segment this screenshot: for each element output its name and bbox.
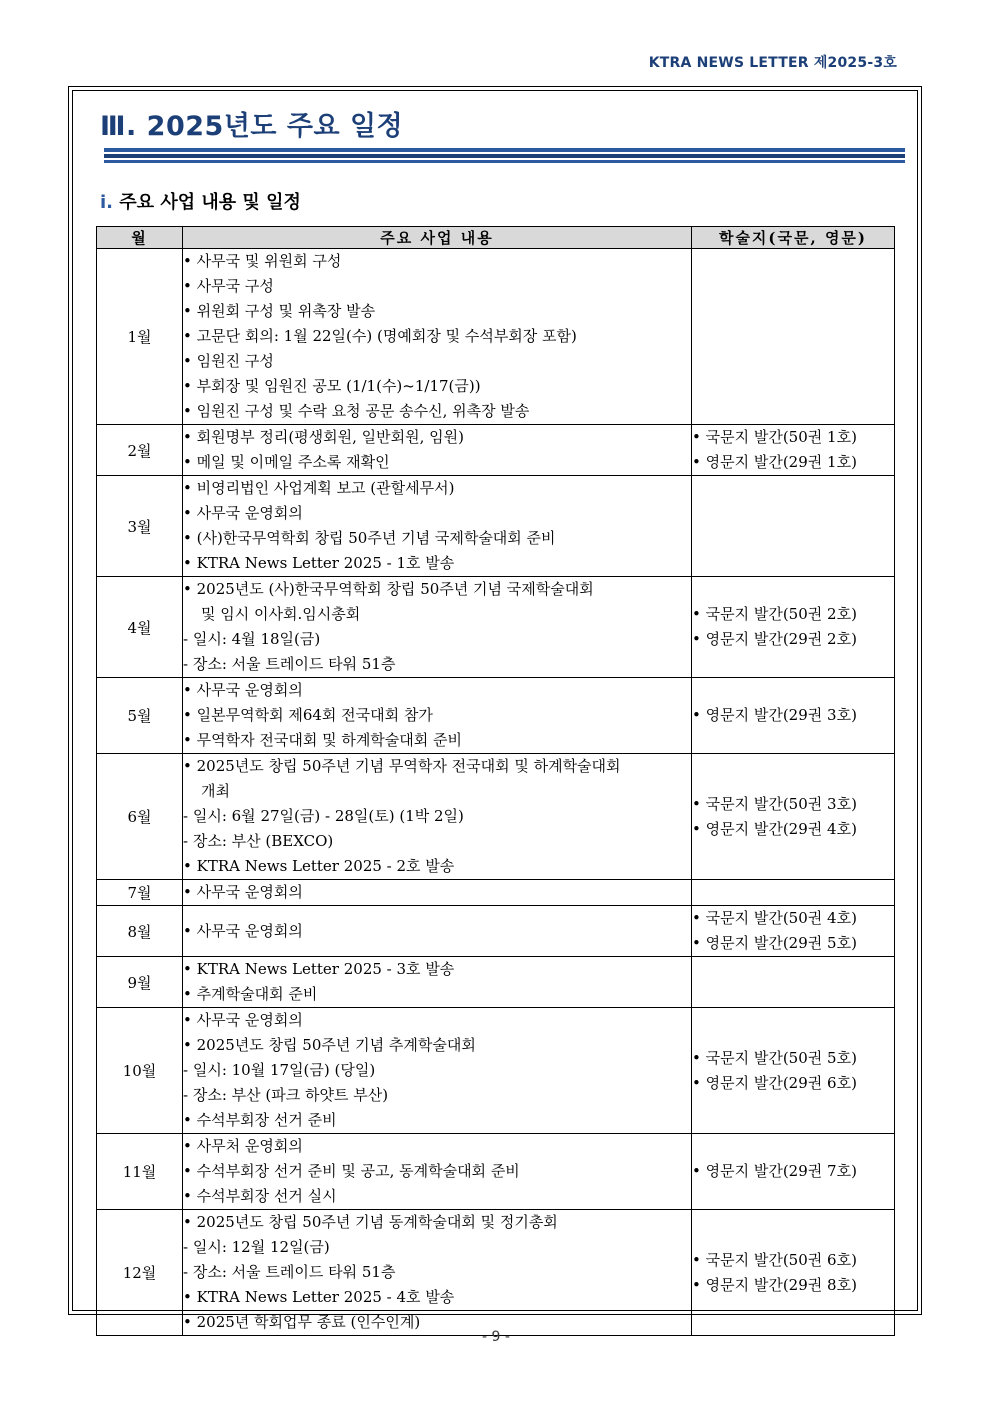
- journal-cell: [692, 754, 895, 880]
- journal-item: • 국문지 발간(50권 5호): [692, 1048, 857, 1067]
- month-cell: 7월: [97, 880, 183, 906]
- schedule-item: • 수석부회장 선거 준비 및 공고, 동계학술대회 준비: [183, 1162, 520, 1180]
- schedule-item: - 장소: 부산 (BEXCO): [183, 832, 334, 850]
- title-rule: [104, 148, 905, 152]
- schedule-item: • 2025년 학회업무 종료 (인수인계): [183, 1313, 421, 1331]
- journal-item: • 국문지 발간(50권 2호): [692, 605, 857, 623]
- table-row: [97, 249, 895, 425]
- title-rule: [104, 154, 905, 158]
- journal-cell: [692, 1008, 895, 1134]
- table-row: [97, 906, 895, 957]
- schedule-item: 및 임시 이사회.임시총회: [201, 605, 361, 623]
- schedule-item: - 장소: 서울 트레이드 타워 51층: [183, 655, 396, 673]
- schedule-item: • 일본무역학회 제64회 전국대회 참가: [183, 706, 433, 724]
- schedule-item: - 일시: 4월 18일(금): [183, 630, 321, 648]
- journal-cell: [692, 249, 895, 425]
- schedule-item: • (사)한국무역학회 창립 50주년 기념 국제학술대회 준비: [183, 529, 556, 547]
- content-cell: [183, 425, 692, 476]
- schedule-item: - 일시: 10월 17일(금) (당일): [183, 1061, 376, 1079]
- schedule-item: • 부회장 및 임원진 공모 (1/1(수)~1/17(금)): [183, 377, 481, 395]
- header-journal: 학술지(국문, 영문): [692, 227, 895, 249]
- journal-item: • 영문지 발간(29권 1호): [692, 453, 857, 471]
- journal-cell: [692, 577, 895, 678]
- schedule-item: • 임원진 구성 및 수락 요청 공문 송수신, 위촉장 발송: [183, 402, 530, 420]
- month-cell: 1월: [97, 249, 183, 425]
- journal-item: • 영문지 발간(29권 6호): [692, 1073, 857, 1092]
- journal-cell: [692, 880, 895, 906]
- header-month: 월: [97, 227, 183, 249]
- month-cell: 11월: [97, 1134, 183, 1210]
- schedule-item: 개최: [201, 782, 230, 800]
- schedule-item: • 사무국 운영회의: [183, 681, 303, 699]
- subsection-text: 주요 사업 내용 및 일정: [119, 192, 301, 213]
- schedule-item: - 일시: 12월 12일(금): [183, 1238, 330, 1256]
- schedule-item: • 사무국 운영회의: [183, 504, 303, 522]
- header-content: 주요 사업 내용: [183, 227, 692, 249]
- content-cell: [183, 906, 692, 957]
- schedule-item: • 사무국 운영회의: [183, 1011, 303, 1029]
- journal-cell: [692, 1210, 895, 1336]
- content-cell: [183, 249, 692, 425]
- newsletter-header: KTRA NEWS LETTER 제2025-3호: [648, 55, 897, 71]
- journal-item: • 영문지 발간(29권 5호): [692, 934, 857, 952]
- schedule-item: - 일시: 6월 27일(금) - 28일(토) (1박 2일): [183, 807, 464, 825]
- schedule-item: • 사무국 및 위원회 구성: [183, 252, 342, 270]
- schedule-item: • 위원회 구성 및 위촉장 발송: [183, 302, 376, 320]
- content-cell: [183, 577, 692, 678]
- table-row: [97, 880, 895, 906]
- month-cell: 8월: [97, 906, 183, 957]
- journal-item: • 영문지 발간(29권 4호): [692, 819, 857, 838]
- content-cell: [183, 1210, 692, 1336]
- schedule-item: - 장소: 부산 (파크 하얏트 부산): [183, 1086, 389, 1104]
- table-row: [97, 678, 895, 754]
- journal-item: • 영문지 발간(29권 3호): [692, 706, 857, 724]
- table-row: [97, 577, 895, 678]
- month-cell: 9월: [97, 957, 183, 1008]
- schedule-item: • 2025년도 창립 50주년 기념 추계학술대회: [183, 1036, 476, 1054]
- month-cell: 3월: [97, 476, 183, 577]
- journal-item: • 영문지 발간(29권 2호): [692, 630, 857, 648]
- schedule-item: • KTRA News Letter 2025 - 3호 발송: [183, 960, 455, 978]
- schedule-item: • 사무국 구성: [183, 277, 274, 295]
- schedule-item: • 무역학자 전국대회 및 하계학술대회 준비: [183, 731, 463, 749]
- content-cell: [183, 754, 692, 880]
- content-cell: [183, 1134, 692, 1210]
- schedule-item: • KTRA News Letter 2025 - 1호 발송: [183, 554, 455, 572]
- schedule-item: • 수석부회장 선거 준비: [183, 1111, 337, 1129]
- table-row: [97, 754, 895, 880]
- journal-item: • 국문지 발간(50권 3호): [692, 794, 857, 813]
- table-row: [97, 1008, 895, 1134]
- table-row: [97, 1134, 895, 1210]
- journal-cell: [692, 906, 895, 957]
- journal-item: • 영문지 발간(29권 7호): [692, 1162, 857, 1180]
- section-title: Ⅲ. 2025년도 주요 일정: [100, 111, 404, 142]
- content-cell: [183, 476, 692, 577]
- schedule-item: • 사무처 운영회의: [183, 1137, 303, 1155]
- month-cell: 5월: [97, 678, 183, 754]
- journal-cell: [692, 476, 895, 577]
- title-rule: [104, 160, 905, 163]
- schedule-item: • 메일 및 이메일 주소록 재확인: [183, 453, 390, 471]
- content-cell: [183, 880, 692, 906]
- schedule-item: • 임원진 구성: [183, 352, 274, 370]
- schedule-item: • KTRA News Letter 2025 - 2호 발송: [183, 857, 455, 875]
- schedule-item: - 장소: 서울 트레이드 타워 51층: [183, 1263, 396, 1281]
- table-row: [97, 476, 895, 577]
- content-cell: [183, 957, 692, 1008]
- schedule-item: • 사무국 운영회의: [183, 921, 303, 940]
- schedule-item: • 회원명부 정리(평생회원, 일반회원, 임원): [183, 428, 465, 446]
- schedule-item: • 비영리법인 사업계획 보고 (관할세무서): [183, 479, 455, 497]
- subsection-number: ⅰ.: [100, 192, 114, 213]
- schedule-item: • 추계학술대회 준비: [183, 985, 318, 1003]
- table-row: [97, 957, 895, 1008]
- journal-item: • 국문지 발간(50권 1호): [692, 428, 857, 446]
- content-cell: [183, 678, 692, 754]
- content-cell: [183, 1008, 692, 1134]
- month-cell: 4월: [97, 577, 183, 678]
- journal-cell: [692, 678, 895, 754]
- month-cell: 6월: [97, 754, 183, 880]
- month-cell: 10월: [97, 1008, 183, 1134]
- schedule-item: • 사무국 운영회의: [183, 883, 303, 901]
- journal-item: • 국문지 발간(50권 4호): [692, 909, 857, 927]
- schedule-item: • 수석부회장 선거 실시: [183, 1187, 337, 1205]
- schedule-item: • 2025년도 창립 50주년 기념 동계학술대회 및 정기총회: [183, 1213, 558, 1231]
- journal-cell: [692, 957, 895, 1008]
- journal-cell: [692, 1134, 895, 1210]
- schedule-item: • 2025년도 창립 50주년 기념 무역학자 전국대회 및 하계학술대회: [183, 757, 621, 775]
- month-cell: 12월: [97, 1210, 183, 1336]
- table-row: [97, 425, 895, 476]
- table-row: [97, 1210, 895, 1336]
- month-cell: 2월: [97, 425, 183, 476]
- schedule-table: [96, 226, 895, 1336]
- schedule-item: • 고문단 회의: 1월 22일(수) (명예회장 및 수석부회장 포함): [183, 327, 577, 345]
- journal-cell: [692, 425, 895, 476]
- journal-item: • 국문지 발간(50권 6호): [692, 1250, 857, 1269]
- subsection-title: [100, 188, 301, 214]
- schedule-item: • 2025년도 (사)한국무역학회 창립 50주년 기념 국제학술대회: [183, 580, 594, 598]
- schedule-item: • KTRA News Letter 2025 - 4호 발송: [183, 1288, 455, 1306]
- page-number: - 9 -: [482, 1329, 510, 1345]
- journal-item: • 영문지 발간(29권 8호): [692, 1275, 857, 1294]
